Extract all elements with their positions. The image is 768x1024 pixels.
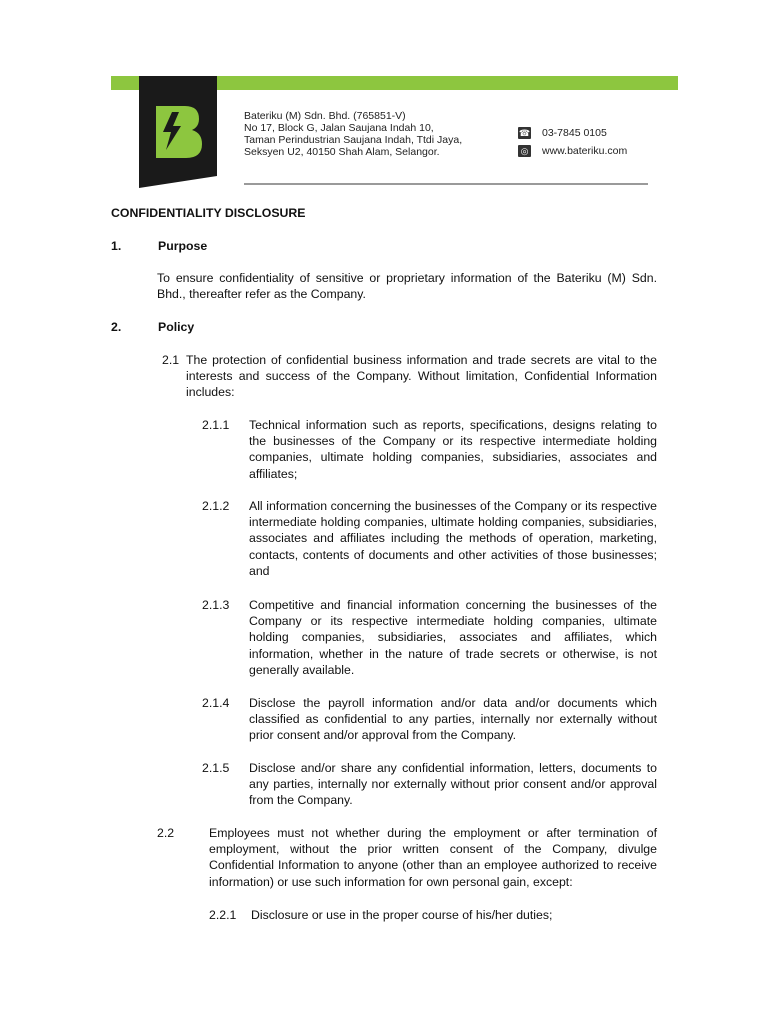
clause-number-2-2: 2.2 [157,826,175,840]
section-number-1: 1. [111,239,122,253]
section-heading-policy: Policy [158,320,195,334]
clause-2-2-text: Employees must not whether during the employment or after termination of employment, without the prior written consent of the Company, divulge Confidential Information to anyone (other than an employee authorized to receive information) or use such information for own personal gain, except: [209,826,657,889]
section-heading-purpose: Purpose [158,239,208,253]
phone-icon: ☎ [518,127,531,138]
subclause-2-1-4-text: Disclose the payroll information and/or data and/or documents which classified as confidential to any parties, internally nor externally without prior consent and/or approval from the Company. [249,696,657,743]
subclause-number-2-1-3: 2.1.3 [202,598,230,612]
website-row [518,144,627,158]
subclause-2-2-1-text: Disclosure or use in the proper course of his/her duties; [251,908,553,922]
company-address-block [244,110,462,158]
subclause-2-1-3-text: Competitive and financial information concerning the businesses of the Company or its respective intermediate holding companies, ultimate holding companies, subsidiaries, associates and affiliates, which information, whether in the nature of trade secrets or otherwise, is not generally available. [249,598,657,677]
bateriku-logo-icon [139,76,217,188]
company-name-line: Bateriku (M) Sdn. Bhd. (765851-V) [244,110,406,122]
subclause-number-2-1-4: 2.1.4 [202,696,230,710]
subclause-number-2-2-1: 2.2.1 [209,908,237,922]
company-logo [139,76,217,188]
subclause-2-1-5-text: Disclose and/or share any confidential information, letters, documents to any parties, internally nor externally without prior consent and/or approval from the Company. [249,761,657,808]
subclause-number-2-1-5: 2.1.5 [202,761,230,775]
purpose-paragraph: To ensure confidentiality of sensitive or proprietary information of the Bateriku (M) Sdn. Bhd., thereafter refer as the Company. [157,271,657,302]
contact-block [518,126,627,162]
phone-row [518,126,627,140]
clause-2-1-text: The protection of confidential business information and trade secrets are vital to the interests and success of the Company. Without limitation, Confidential Information includes: [186,353,657,400]
globe-icon: ◎ [518,145,531,157]
document-title: CONFIDENTIALITY DISCLOSURE [111,206,306,220]
address-line-2: Taman Perindustrian Saujana Indah, Ttdi Jaya, [244,134,463,146]
letterhead-divider [244,183,648,185]
address-line-3: Seksyen U2, 40150 Shah Alam, Selangor. [244,146,440,158]
phone-number: 03-7845 0105 [542,127,607,139]
subclause-number-2-1-2: 2.1.2 [202,499,230,513]
subclause-number-2-1-1: 2.1.1 [202,418,230,432]
subclause-2-1-2-text: All information concerning the businesses of the Company or its respective intermediate holding companies, ultimate holding companies, subsidiaries, associates and affiliates including the methods of operation, marketing, contacts, contents of documents and other activities of those businesses; and [249,499,657,578]
address-line-1: No 17, Block G, Jalan Saujana Indah 10, [244,122,434,134]
clause-number-2-1: 2.1 [162,353,180,367]
section-number-2: 2. [111,320,122,334]
subclause-2-1-1-text: Technical information such as reports, specifications, designs relating to the businesses of the Company or its respective intermediate holding companies, ultimate holding companies, subsidiaries, associates and affiliates; [249,418,657,481]
website-link[interactable]: www.bateriku.com [542,145,628,157]
